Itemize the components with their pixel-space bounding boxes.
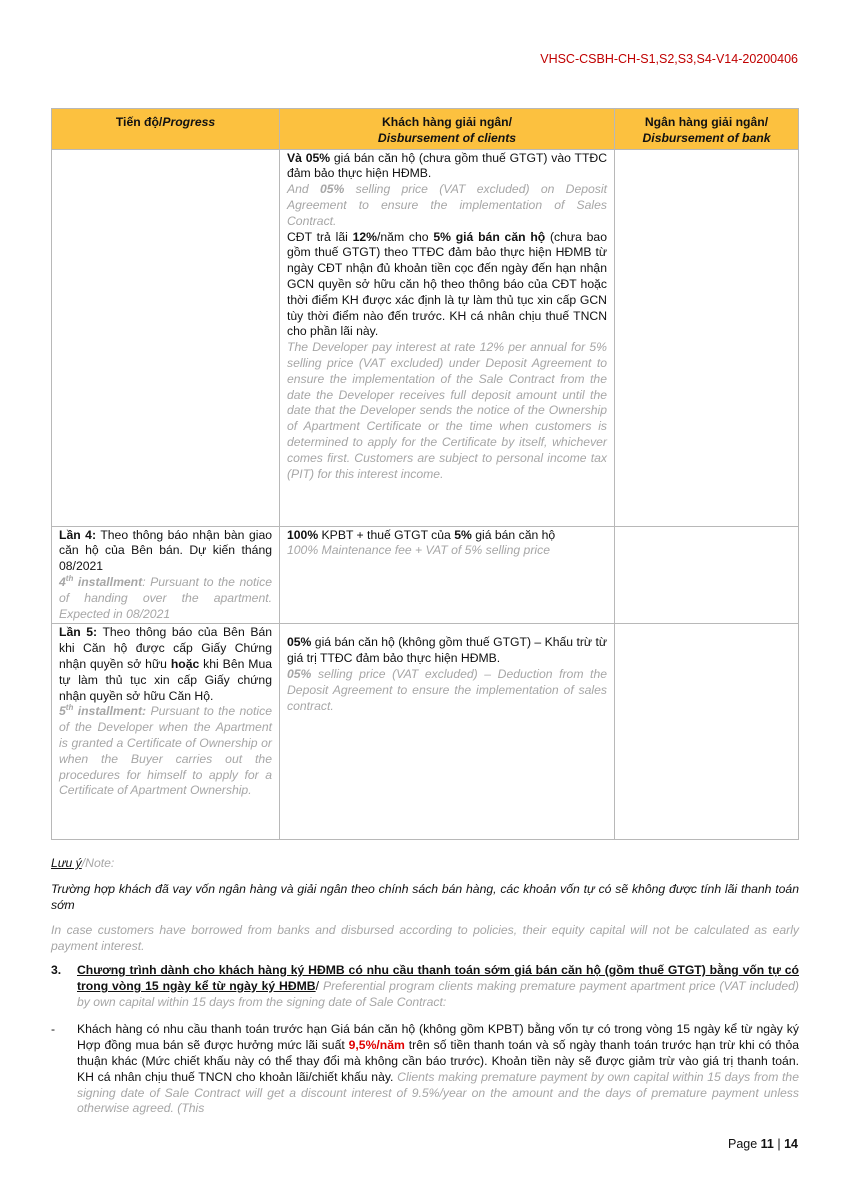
table-row [52, 526, 799, 624]
note-text-en: In case customers have borrowed from banks and disbursed according to policies, their equity capital will not be calculated as early payment interest. [51, 923, 799, 954]
header-bank-disbursement: Ngân hàng giải ngân/ Disbursement of bank [615, 109, 799, 150]
bank-cell [615, 624, 799, 840]
table-row [52, 624, 799, 840]
table-row [52, 149, 799, 526]
header-progress: Tiến độ/Progress [52, 109, 280, 150]
bank-cell [615, 526, 799, 624]
list-item [51, 1022, 799, 1117]
table-header-row [52, 109, 799, 150]
note-text-vi: Trường hợp khách đã vay vốn ngân hàng và giải ngân theo chính sách bán hàng, các khoản vốn tự có sẽ không được tính lãi thanh toán sớm [51, 881, 799, 912]
notes-block [51, 856, 799, 955]
payment-schedule-table [51, 108, 799, 840]
document-code: VHSC-CSBH-CH-S1,S2,S3,S4-V14-20200406 [540, 52, 798, 66]
section-number: 3. [51, 963, 62, 977]
client-cell: 100% KPBT + thuế GTGT của 5% giá bán căn hộ 100% Maintenance fee + VAT of 5% selling price [280, 526, 615, 624]
bank-cell [615, 149, 799, 526]
interest-text-en: The Developer pay interest at rate 12% per annual for 5% selling price (VAT excluded) under Deposit Agreement to ensure the implementation of the Sale Contract from the date the Developer receives full deposit amount until the date that the Developer sends the notice of the Ownership of Apartment Certificate or the time when customers is determined to apply for the Certificate by itself, whichever comes first. Customers are subject to personal income tax (PIT) for this interest income. [287, 340, 607, 481]
header-client-disbursement: Khách hàng giải ngân/ Disbursement of clients [280, 109, 615, 150]
progress-cell [52, 149, 280, 526]
section-3 [51, 963, 799, 1117]
progress-cell: Lần 5: Theo thông báo của Bên Bán khi Căn hộ được cấp Giấy Chứng nhận quyền sở hữu hoặc khi Bên Mua tự làm thủ tục xin cấp Giấy chứng nhận quyền sở hữu Căn Hộ. 5th installment: Pursuant to the notice of the Developer when the Apartment is granted a Certificate of Ownership or when the Buyer carries out the procedures for himself to apply for a Certificate of Apartment Ownership. [52, 624, 280, 840]
progress-cell: Lần 4: Theo thông báo nhận bàn giao căn hộ của Bên bán. Dự kiến tháng 08/2021 4th installment: Pursuant to the notice of handing over the apartment. Expected in 08/2021 [52, 526, 280, 624]
page-number: Page 11 | 14 [728, 1137, 798, 1151]
bullet-text: Khách hàng có nhu cầu thanh toán trước hạn Giá bán căn hộ (không gồm KPBT) bằng vốn tự có trong vòng 15 ngày kể từ ngày ký Hợp đồng mua bán sẽ được hưởng mức lãi suất 9,5%/năm trên số tiền thanh toán và số ngày thanh toán trước hạn trừ khi có thỏa thuận khác (Mức chiết khấu này có thể thay đổi mà không cần báo trước). Khoản tiền này sẽ được giảm trừ vào giá trị thanh toán. KH cá nhân chịu thuế TNCN cho khoản lãi/chiết khấu này. Clients making premature payment by own capital within 15 days from the signing date of Sale Contract will get a discount interest of 9.5%/year on the amount and the days of premature payment unless otherwise agreed. (This [77, 1022, 799, 1116]
client-cell: 05% giá bán căn hộ (không gồm thuế GTGT) – Khấu trừ từ giá trị TTĐC đảm bảo thực hiện HĐMB. 05% selling price (VAT excluded) – Deduction from the Deposit Agreement to ensure the implementation of sales contract. [280, 624, 615, 840]
deposit-text-en: And 05% selling price (VAT excluded) on Deposit Agreement to ensure the implementation of Sales Contract. [287, 182, 607, 228]
interest-text-vi: CĐT trả lãi 12%/năm cho 5% giá bán căn hộ (chưa bao gồm thuế GTGT) theo TTĐC đảm bảo thực hiện HĐMB từ ngày CĐT nhận đủ khoản tiền cọc đến ngày đến hạn nhận GCN quyền sở hữu căn hộ theo thông báo của CĐT hoặc thời điểm KH được xác định là tự làm thủ tục xin cấp GCN tùy thời điểm nào đến trước. KH cá nhân chịu thuế TNCN cho phần lãi này. [287, 229, 607, 339]
client-cell [280, 149, 615, 526]
section-title: Chương trình dành cho khách hàng ký HĐMB có nhu cầu thanh toán sớm giá bán căn hộ (gồm thuế GTGT) bằng vốn tự có trong vòng 15 ngày kể từ ngày ký HĐMB/ Preferential program clients making premature payment apartment price (VAT included) by own capital within 15 days from the signing date of Sale Contract: [77, 963, 799, 1009]
note-label: Lưu ý/Note: [51, 856, 115, 870]
bullet-dash: - [51, 1022, 56, 1037]
deposit-text-vi: Và 05% giá bán căn hộ (chưa gồm thuế GTGT) vào TTĐC đảm bảo thực hiện HĐMB. [287, 150, 608, 181]
